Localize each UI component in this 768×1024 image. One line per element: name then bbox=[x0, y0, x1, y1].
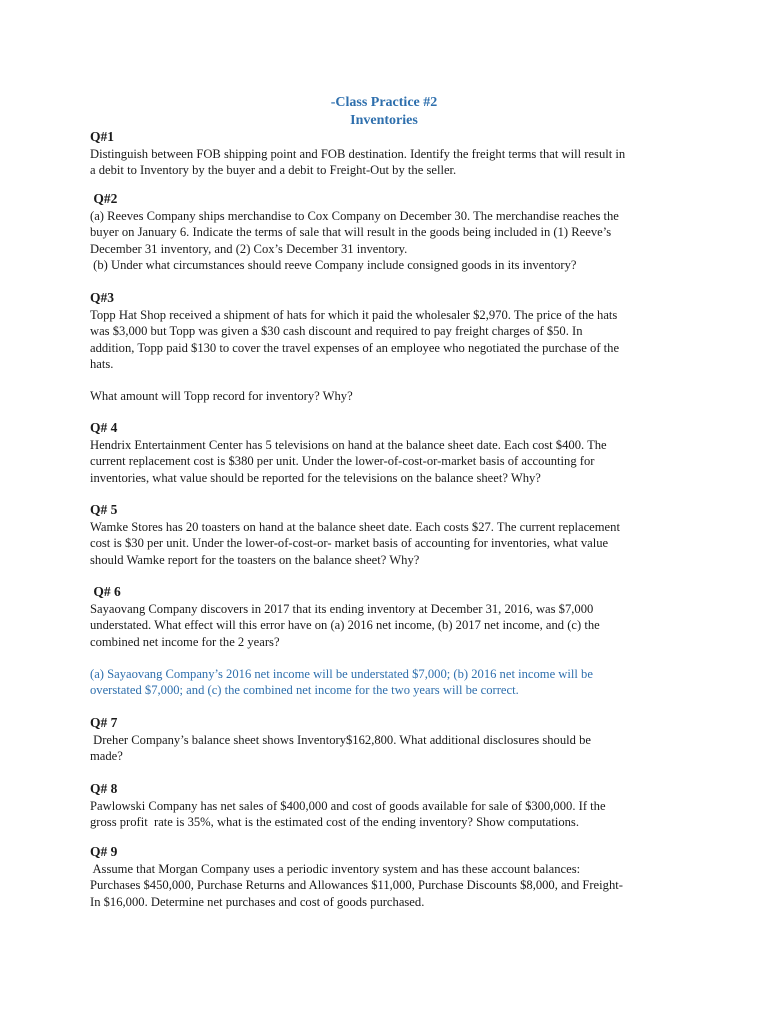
question-line: (b) Under what circumstances should reeve Company include consigned goods in its inventory? bbox=[90, 258, 577, 273]
question-6 bbox=[90, 583, 690, 650]
question-heading: Q#1 bbox=[90, 129, 115, 144]
question-line: Sayaovang Company discovers in 2017 that its ending inventory at December 31, 2016, was $7,000 bbox=[90, 602, 594, 616]
question-line: should Wamke report for the toasters on the balance sheet? Why? bbox=[90, 552, 420, 567]
question-3-followup: What amount will Topp record for inventory? Why? bbox=[90, 389, 353, 403]
question-heading: Q# 9 bbox=[90, 844, 118, 859]
question-line: was $3,000 but Topp was given a $30 cash discount and required to pay freight charges of $50. In bbox=[90, 324, 583, 339]
question-line: cost is $30 per unit. Under the lower-of-cost-or- market basis of accounting for inventories, what value bbox=[90, 536, 609, 551]
question-heading: Q#3 bbox=[90, 290, 115, 305]
question-4 bbox=[90, 419, 690, 486]
question-text bbox=[90, 861, 690, 910]
document-title: -Class Practice #2 bbox=[330, 95, 438, 110]
question-line: Hendrix Entertainment Center has 5 televisions on hand at the balance sheet date. Each cost $400. The bbox=[90, 438, 607, 452]
question-text bbox=[90, 519, 690, 568]
question-text bbox=[90, 437, 690, 486]
question-line: Purchases $450,000, Purchase Returns and Allowances $11,000, Purchase Discounts $8,000, and Freight- bbox=[90, 878, 623, 893]
question-heading: Q# 5 bbox=[90, 502, 118, 517]
question-text bbox=[90, 307, 690, 373]
answer-6 bbox=[90, 666, 690, 699]
question-line: hats. bbox=[90, 357, 114, 372]
answer-line: overstated $7,000; and (c) the combined net income for the two years will be correct. bbox=[90, 683, 519, 698]
question-line: understated. What effect will this error have on (a) 2016 net income, (b) 2017 net income, and (c) the bbox=[90, 618, 600, 633]
question-heading: Q# 8 bbox=[90, 781, 118, 796]
question-line: addition, Topp paid $130 to cover the travel expenses of an employee who negotiated the purchase of the bbox=[90, 340, 620, 355]
question-5 bbox=[90, 501, 690, 568]
question-heading: Q#2 bbox=[90, 191, 118, 206]
question-line: made? bbox=[90, 749, 123, 764]
question-heading: Q# 4 bbox=[90, 420, 118, 435]
question-1 bbox=[90, 128, 690, 179]
question-line: a debit to Inventory by the buyer and a debit to Freight-Out by the seller. bbox=[90, 163, 457, 178]
question-text bbox=[90, 732, 690, 765]
question-9 bbox=[90, 843, 690, 910]
question-line: December 31 inventory, and (2) Cox’s December 31 inventory. bbox=[90, 241, 408, 256]
question-line: current replacement cost is $380 per unit. Under the lower-of-cost-or-market basis of accounting for bbox=[90, 454, 595, 469]
question-heading: Q# 7 bbox=[90, 715, 118, 730]
question-text bbox=[90, 798, 690, 831]
answer-line: (a) Sayaovang Company’s 2016 net income will be understated $7,000; (b) 2016 net income will be bbox=[90, 667, 593, 681]
question-line: Distinguish between FOB shipping point and FOB destination. Identify the freight terms that will result in bbox=[90, 147, 626, 161]
question-3 bbox=[90, 289, 690, 373]
question-line: Topp Hat Shop received a shipment of hats for which it paid the wholesaler $2,970. The price of the hats bbox=[90, 308, 618, 322]
question-line: inventories, what value should be reported for the televisions on the balance sheet? Why? bbox=[90, 470, 541, 485]
question-line: Dreher Company’s balance sheet shows Inventory$162,800. What additional disclosures should be bbox=[90, 733, 591, 747]
question-line: Wamke Stores has 20 toasters on hand at the balance sheet date. Each costs $27. The current replacement bbox=[90, 520, 620, 534]
question-8 bbox=[90, 780, 690, 831]
question-text bbox=[90, 146, 690, 179]
question-line: Pawlowski Company has net sales of $400,000 and cost of goods available for sale of $300,000. If the bbox=[90, 799, 606, 813]
question-line: combined net income for the 2 years? bbox=[90, 634, 280, 649]
question-heading: Q# 6 bbox=[90, 584, 121, 599]
question-2 bbox=[90, 190, 690, 274]
question-line: Assume that Morgan Company uses a periodic inventory system and has these account balances: bbox=[90, 862, 581, 876]
document-subtitle: Inventories bbox=[350, 113, 418, 128]
question-text bbox=[90, 208, 690, 274]
question-line: In $16,000. Determine net purchases and cost of goods purchased. bbox=[90, 894, 425, 909]
question-line: buyer on January 6. Indicate the terms of sale that will result in the goods being included in (1) Reeve’s bbox=[90, 225, 612, 240]
question-7 bbox=[90, 714, 690, 765]
question-line: (a) Reeves Company ships merchandise to Cox Company on December 30. The merchandise reaches the bbox=[90, 209, 619, 223]
question-text bbox=[90, 601, 690, 650]
question-line: gross profit rate is 35%, what is the estimated cost of the ending inventory? Show computations. bbox=[90, 815, 579, 830]
